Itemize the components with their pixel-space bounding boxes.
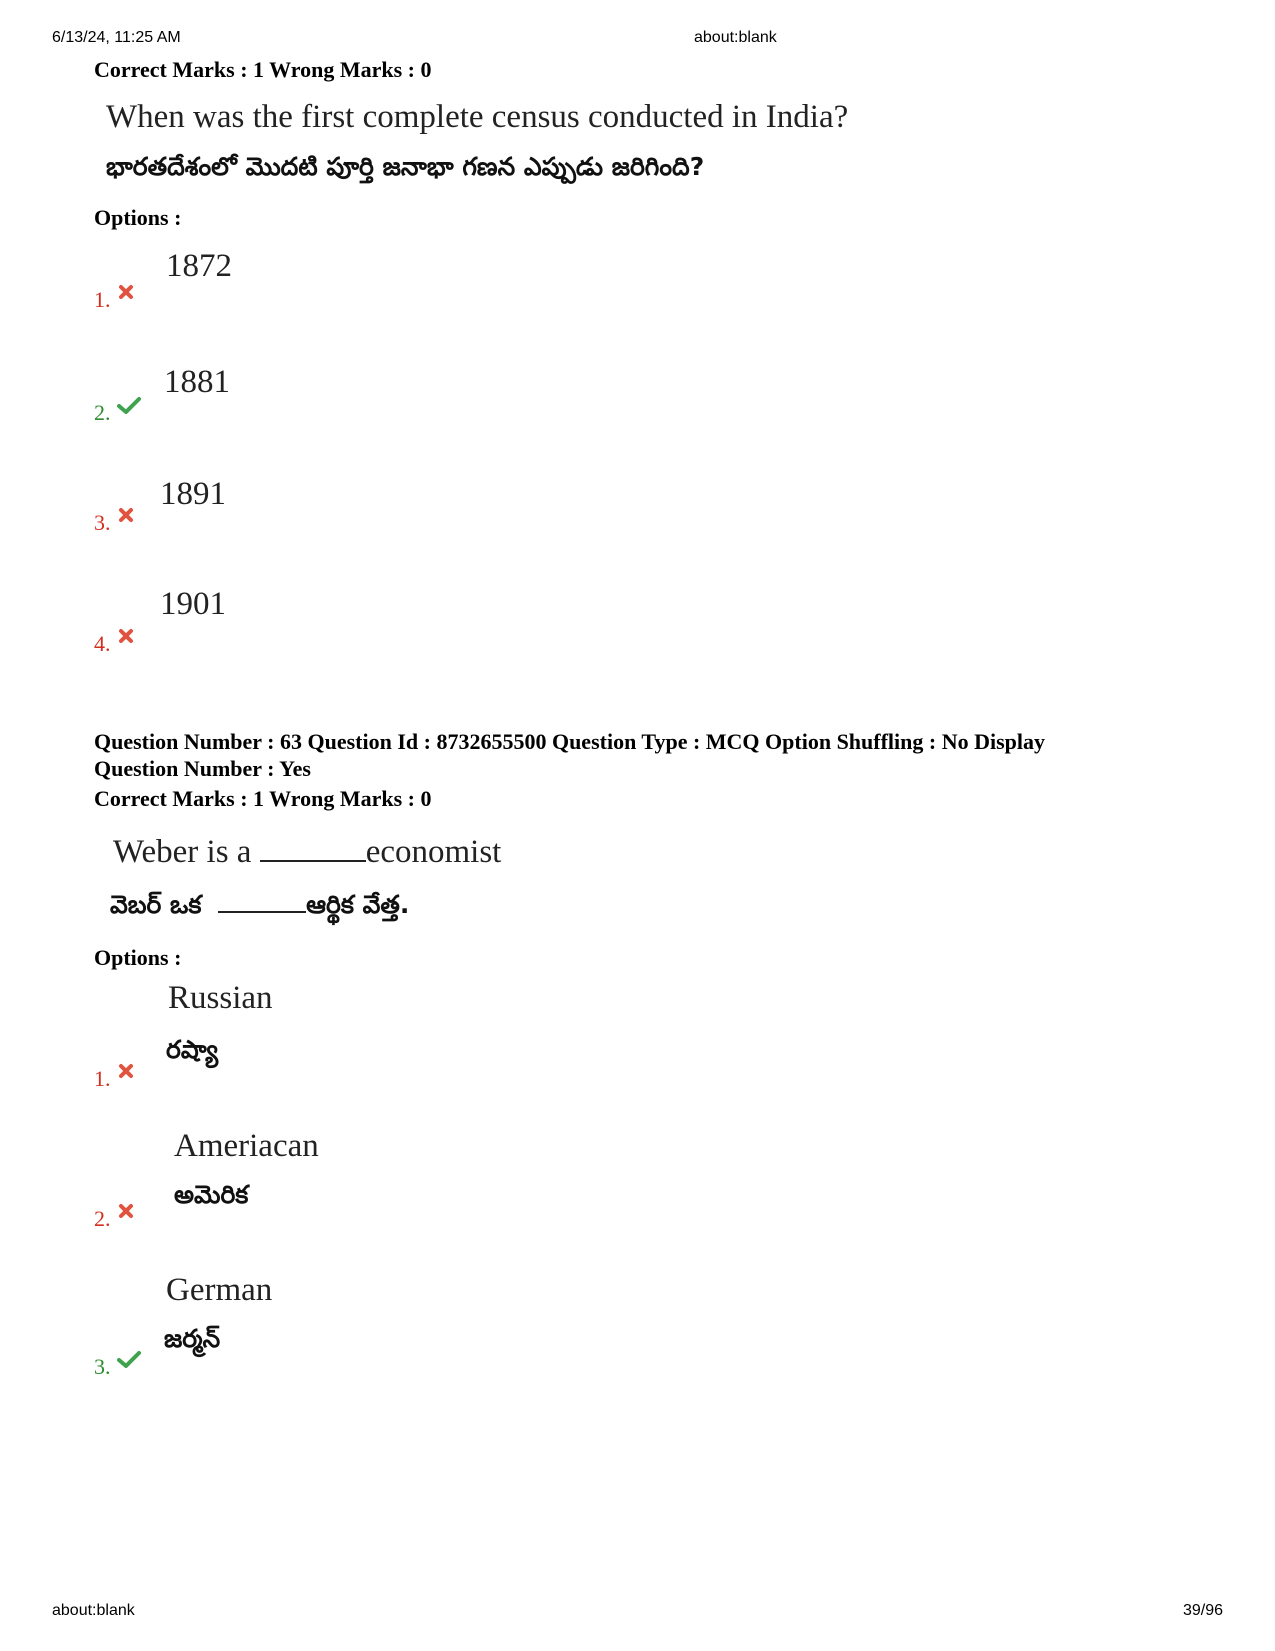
q63-option-3	[94, 1355, 141, 1379]
q63-question-en-start: Weber is a	[113, 834, 260, 870]
q63-marks: Correct Marks : 1 Wrong Marks : 0	[94, 786, 432, 811]
q62-option-3	[94, 511, 135, 535]
option-number: 2.	[94, 1206, 111, 1231]
q63-info-line-2: Question Number : Yes	[94, 756, 311, 781]
print-header-url: about:blank	[694, 29, 777, 46]
option-number: 3.	[94, 510, 111, 535]
option-number: 2.	[94, 400, 111, 425]
q62-option-1	[94, 288, 135, 312]
cross-icon	[117, 1201, 135, 1219]
q62-question-en: When was the first complete census conducted in India?	[106, 99, 849, 135]
print-footer-url: about:blank	[52, 1602, 135, 1619]
q62-option-4	[94, 632, 135, 656]
q63-option-2-text: Ameriacan	[174, 1128, 319, 1164]
q63-question-te-end: ఆర్థిక వేత్త.	[306, 890, 410, 919]
q63-question-en-end: economist	[365, 834, 502, 870]
cross-icon	[117, 1061, 135, 1079]
option-number: 3.	[94, 1354, 111, 1379]
q63-option-2	[94, 1207, 135, 1231]
option-number: 1.	[94, 1066, 111, 1091]
q62-option-1-text: 1872	[166, 248, 232, 284]
q62-options-label: Options :	[94, 205, 182, 230]
check-icon	[117, 1349, 141, 1367]
blank-line	[218, 911, 306, 913]
q63-info-line-1: Question Number : 63 Question Id : 8732655500 Question Type : MCQ Option Shuffling : No Display	[94, 729, 1046, 754]
q63-option-3-text-te: జర్మన్	[164, 1324, 221, 1353]
q62-question-te: భారతదేశంలో మొదటి పూర్తి జనాభా గణన ఎప్పుడు జరిగింది?	[106, 152, 705, 181]
q63-option-1	[94, 1067, 135, 1091]
blank-line	[260, 860, 366, 862]
q62-option-3-text: 1891	[160, 476, 226, 512]
check-icon	[117, 395, 141, 413]
q63-option-2-text-te: అమెరిక	[174, 1180, 249, 1209]
q63-option-3-text: German	[166, 1272, 273, 1308]
q62-option-2	[94, 401, 141, 425]
print-datetime: 6/13/24, 11:25 AM	[52, 29, 181, 46]
q63-question-te-start: వెబర్ ఒక	[110, 890, 211, 919]
q62-option-4-text: 1901	[160, 586, 226, 622]
q63-option-1-text-te: రష్యా	[166, 1035, 219, 1064]
option-number: 4.	[94, 631, 111, 656]
q63-options-label: Options :	[94, 945, 182, 970]
q63-question-en	[113, 834, 501, 871]
option-number: 1.	[94, 287, 111, 312]
q62-option-2-text: 1881	[164, 364, 230, 400]
cross-icon	[117, 626, 135, 644]
q63-question-te	[110, 890, 409, 926]
q62-marks: Correct Marks : 1 Wrong Marks : 0	[94, 57, 432, 82]
q63-option-1-text: Russian	[168, 980, 273, 1016]
page-number: 39/96	[1182, 1602, 1223, 1619]
cross-icon	[117, 282, 135, 300]
cross-icon	[117, 505, 135, 523]
